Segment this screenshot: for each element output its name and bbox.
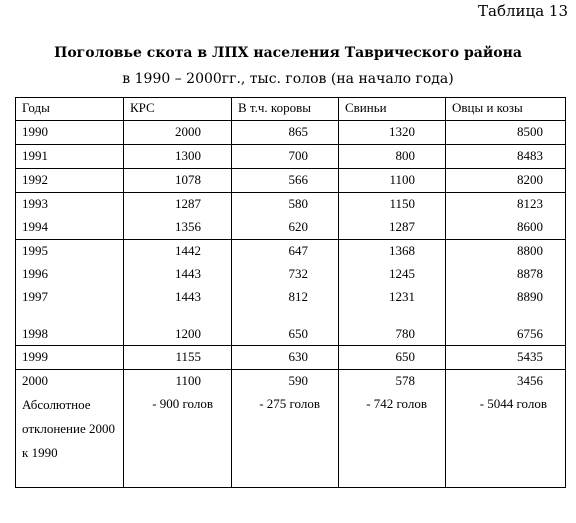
cell-pigs: 1150 xyxy=(339,193,446,217)
table-row xyxy=(16,169,566,193)
row-year: 1997 xyxy=(16,286,124,309)
cell-cows: 700 xyxy=(232,145,339,169)
cell-pigs: 1231 xyxy=(339,286,446,309)
header-cows: В т.ч. коровы xyxy=(232,98,339,121)
header-cattle: КРС xyxy=(124,98,232,121)
cell-cattle: 1442 xyxy=(124,240,232,264)
cell-cows: 590 xyxy=(232,370,339,394)
cell-cattle: 1300 xyxy=(124,145,232,169)
cell-cows: 650 xyxy=(232,309,339,346)
cell-pigs: 780 xyxy=(339,309,446,346)
deviation-row xyxy=(16,393,566,488)
cell-pigs: 578 xyxy=(339,370,446,394)
cell-pigs: 1245 xyxy=(339,263,446,286)
cell-sheep-goats: 8800 xyxy=(446,240,566,264)
deviation-label: Абсолютное отклонение 2000 к 1990 xyxy=(16,393,124,488)
table-row xyxy=(16,193,566,217)
cell-cattle: 2000 xyxy=(124,121,232,145)
row-year: 1995 xyxy=(16,240,124,264)
cell-sheep-goats: 6756 xyxy=(446,309,566,346)
deviation-pigs: - 742 голов xyxy=(339,393,446,488)
cell-sheep-goats: 5435 xyxy=(446,346,566,370)
row-year: 1999 xyxy=(16,346,124,370)
cell-pigs: 1368 xyxy=(339,240,446,264)
table-row xyxy=(16,145,566,169)
deviation-sheep-goats: - 5044 голов xyxy=(446,393,566,488)
cell-cattle: 1100 xyxy=(124,370,232,394)
header-sheep-goats: Овцы и козы xyxy=(446,98,566,121)
cell-cows: 647 xyxy=(232,240,339,264)
cell-sheep-goats: 8600 xyxy=(446,216,566,240)
cell-sheep-goats: 8123 xyxy=(446,193,566,217)
cell-pigs: 650 xyxy=(339,346,446,370)
row-year: 1990 xyxy=(16,121,124,145)
cell-sheep-goats: 8500 xyxy=(446,121,566,145)
header-row xyxy=(16,98,566,121)
table-row xyxy=(16,309,566,346)
row-year: 1994 xyxy=(16,216,124,240)
row-year: 1992 xyxy=(16,169,124,193)
table-title: Поголовье скота в ЛПХ населения Таврического района xyxy=(54,45,522,61)
row-year: 1996 xyxy=(16,263,124,286)
livestock-table xyxy=(15,97,566,488)
cell-cows: 865 xyxy=(232,121,339,145)
row-year: 1998 xyxy=(16,309,124,346)
cell-cows: 630 xyxy=(232,346,339,370)
table-row xyxy=(16,346,566,370)
deviation-cows: - 275 голов xyxy=(232,393,339,488)
cell-sheep-goats: 8878 xyxy=(446,263,566,286)
table-row xyxy=(16,370,566,394)
table-row xyxy=(16,216,566,240)
row-year: 2000 xyxy=(16,370,124,394)
cell-sheep-goats: 3456 xyxy=(446,370,566,394)
cell-cattle: 1356 xyxy=(124,216,232,240)
cell-cows: 812 xyxy=(232,286,339,309)
cell-cattle: 1443 xyxy=(124,286,232,309)
cell-sheep-goats: 8890 xyxy=(446,286,566,309)
table-row xyxy=(16,286,566,309)
cell-cattle: 1200 xyxy=(124,309,232,346)
row-year: 1993 xyxy=(16,193,124,217)
cell-pigs: 1320 xyxy=(339,121,446,145)
cell-cows: 580 xyxy=(232,193,339,217)
table-row xyxy=(16,121,566,145)
cell-cattle: 1155 xyxy=(124,346,232,370)
cell-sheep-goats: 8483 xyxy=(446,145,566,169)
deviation-cattle: - 900 голов xyxy=(124,393,232,488)
table-row xyxy=(16,263,566,286)
row-year: 1991 xyxy=(16,145,124,169)
cell-sheep-goats: 8200 xyxy=(446,169,566,193)
cell-cows: 732 xyxy=(232,263,339,286)
cell-pigs: 800 xyxy=(339,145,446,169)
cell-pigs: 1287 xyxy=(339,216,446,240)
cell-cows: 566 xyxy=(232,169,339,193)
table-number: Таблица 13 xyxy=(478,2,568,20)
cell-cattle: 1443 xyxy=(124,263,232,286)
header-pigs: Свиньи xyxy=(339,98,446,121)
table-row xyxy=(16,240,566,264)
cell-cattle: 1287 xyxy=(124,193,232,217)
header-years: Годы xyxy=(16,98,124,121)
cell-pigs: 1100 xyxy=(339,169,446,193)
cell-cattle: 1078 xyxy=(124,169,232,193)
cell-cows: 620 xyxy=(232,216,339,240)
table-subtitle: в 1990 – 2000гг., тыс. голов (на начало года) xyxy=(122,71,454,87)
